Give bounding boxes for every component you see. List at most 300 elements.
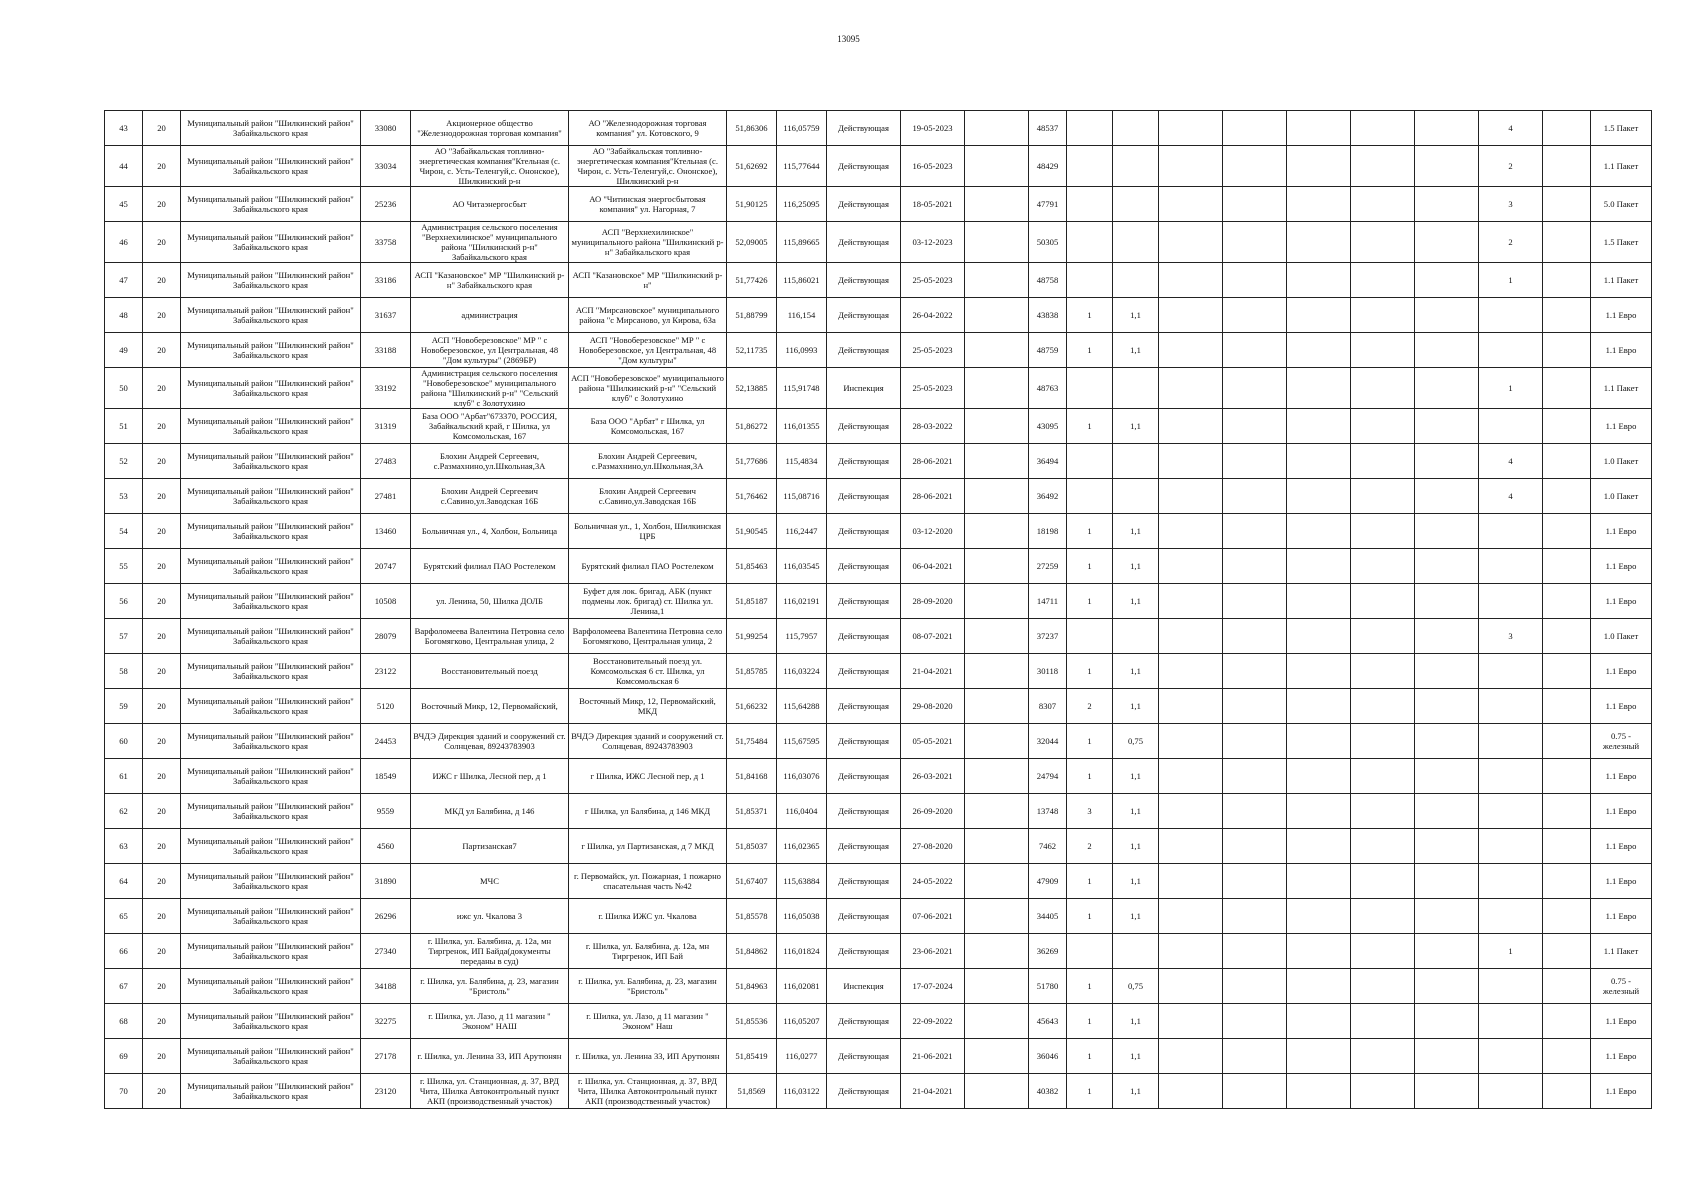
container-count-cell	[1067, 479, 1113, 514]
empty-cell	[1159, 689, 1223, 724]
container-type-cell: 1.1 Евро	[1591, 794, 1652, 829]
date-cell: 17-07-2024	[901, 969, 965, 1004]
object-address-cell: Больничная ул., 1, Холбон, Шилкинская ЦРБ	[569, 514, 727, 549]
object-id-cell: 34188	[361, 969, 411, 1004]
empty-cell	[1159, 549, 1223, 584]
municipality-cell: Муниципальный район "Шилкинский район" Забайкальского края	[181, 263, 361, 298]
municipality-cell: Муниципальный район "Шилкинский район" Забайкальского края	[181, 829, 361, 864]
empty-cell	[1223, 689, 1287, 724]
container-count-cell	[1067, 619, 1113, 654]
empty-cell	[1543, 479, 1591, 514]
latitude-cell: 51,86272	[727, 409, 777, 444]
latitude-cell: 51,67407	[727, 864, 777, 899]
municipality-cell: Муниципальный район "Шилкинский район" Забайкальского края	[181, 1074, 361, 1109]
empty-cell	[1223, 146, 1287, 187]
empty-cell	[1415, 549, 1479, 584]
municipality-cell: Муниципальный район "Шилкинский район" Забайкальского края	[181, 222, 361, 263]
empty-cell	[1351, 689, 1415, 724]
status-cell: Действующая	[827, 514, 901, 549]
municipality-cell: Муниципальный район "Шилкинский район" Забайкальского края	[181, 934, 361, 969]
empty-cell	[1415, 146, 1479, 187]
bag-count-cell: 2	[1479, 222, 1543, 263]
container-volume-cell	[1113, 146, 1159, 187]
object-address-cell: АСП "Верхнехилинское" муниципального района "Шилкинский р-н" Забайкальского края	[569, 222, 727, 263]
container-type-cell: 5.0 Пакет	[1591, 187, 1652, 222]
empty-cell	[1223, 514, 1287, 549]
registry-number-cell: 36046	[1029, 1039, 1067, 1074]
status-cell: Действующая	[827, 619, 901, 654]
table-row	[105, 584, 1652, 619]
empty-cell	[1223, 333, 1287, 368]
empty-cell	[965, 619, 1029, 654]
region-code-cell: 20	[143, 1074, 181, 1109]
empty-cell	[1287, 549, 1351, 584]
object-id-cell: 27178	[361, 1039, 411, 1074]
municipality-cell: Муниципальный район "Шилкинский район" Забайкальского края	[181, 333, 361, 368]
status-cell: Действующая	[827, 146, 901, 187]
bag-count-cell: 1	[1479, 263, 1543, 298]
empty-cell	[965, 654, 1029, 689]
table-row	[105, 549, 1652, 584]
container-count-cell: 1	[1067, 899, 1113, 934]
empty-cell	[1351, 222, 1415, 263]
empty-cell	[1159, 187, 1223, 222]
table-row	[105, 444, 1652, 479]
status-cell: Действующая	[827, 263, 901, 298]
empty-cell	[965, 368, 1029, 409]
object-address-cell: г. Шилка, ул. Станционная, д. 37, ВРД Чита, Шилка Автоконтрольный пункт АКП (производственный участок)	[569, 1074, 727, 1109]
row-number-cell: 64	[105, 864, 143, 899]
empty-cell	[1543, 654, 1591, 689]
container-type-cell: 1.1 Евро	[1591, 333, 1652, 368]
status-cell: Действующая	[827, 333, 901, 368]
municipality-cell: Муниципальный район "Шилкинский район" Забайкальского края	[181, 864, 361, 899]
empty-cell	[1223, 111, 1287, 146]
empty-cell	[965, 187, 1029, 222]
empty-cell	[965, 899, 1029, 934]
date-cell: 03-12-2020	[901, 514, 965, 549]
empty-cell	[1159, 263, 1223, 298]
registry-number-cell: 14711	[1029, 584, 1067, 619]
status-cell: Действующая	[827, 864, 901, 899]
municipality-cell: Муниципальный район "Шилкинский район" Забайкальского края	[181, 409, 361, 444]
empty-cell	[1287, 514, 1351, 549]
empty-cell	[1287, 654, 1351, 689]
latitude-cell: 51,85037	[727, 829, 777, 864]
object-address-cell: Блохин Андрей Сергеевич, с.Размахнино,ул.Школьная,3А	[569, 444, 727, 479]
container-count-cell: 1	[1067, 724, 1113, 759]
empty-cell	[1351, 584, 1415, 619]
region-code-cell: 20	[143, 549, 181, 584]
container-type-cell: 1.1 Евро	[1591, 549, 1652, 584]
latitude-cell: 51,90125	[727, 187, 777, 222]
latitude-cell: 52,09005	[727, 222, 777, 263]
empty-cell	[1543, 759, 1591, 794]
longitude-cell: 116,0277	[777, 1039, 827, 1074]
empty-cell	[965, 514, 1029, 549]
empty-cell	[965, 111, 1029, 146]
object-name-cell: ВЧДЭ Дирекция зданий и сооружений ст. Солнцевая, 89243783903	[411, 724, 569, 759]
container-count-cell	[1067, 368, 1113, 409]
container-volume-cell: 1,1	[1113, 899, 1159, 934]
registry-number-cell: 48537	[1029, 111, 1067, 146]
empty-cell	[1415, 187, 1479, 222]
region-code-cell: 20	[143, 934, 181, 969]
object-address-cell: АСП "Казановское" МР "Шилкинский р-н"	[569, 263, 727, 298]
region-code-cell: 20	[143, 864, 181, 899]
container-count-cell: 1	[1067, 759, 1113, 794]
empty-cell	[965, 333, 1029, 368]
latitude-cell: 51,85187	[727, 584, 777, 619]
registry-number-cell: 51780	[1029, 969, 1067, 1004]
object-id-cell: 33080	[361, 111, 411, 146]
empty-cell	[965, 969, 1029, 1004]
empty-cell	[1287, 969, 1351, 1004]
status-cell: Действующая	[827, 1074, 901, 1109]
bag-count-cell: 3	[1479, 187, 1543, 222]
container-volume-cell: 1,1	[1113, 1004, 1159, 1039]
empty-cell	[1543, 689, 1591, 724]
empty-cell	[965, 1039, 1029, 1074]
container-type-cell: 1.1 Евро	[1591, 829, 1652, 864]
row-number-cell: 53	[105, 479, 143, 514]
bag-count-cell	[1479, 969, 1543, 1004]
status-cell: Инспекция	[827, 969, 901, 1004]
date-cell: 18-05-2021	[901, 187, 965, 222]
empty-cell	[1543, 934, 1591, 969]
object-address-cell: АО "Читинская энергосбытовая компания" ул. Нагорная, 7	[569, 187, 727, 222]
empty-cell	[1415, 263, 1479, 298]
municipality-cell: Муниципальный район "Шилкинский район" Забайкальского края	[181, 146, 361, 187]
latitude-cell: 52,13885	[727, 368, 777, 409]
empty-cell	[1351, 187, 1415, 222]
longitude-cell: 115,63884	[777, 864, 827, 899]
empty-cell	[1415, 899, 1479, 934]
registry-number-cell: 36269	[1029, 934, 1067, 969]
container-count-cell: 2	[1067, 689, 1113, 724]
container-count-cell: 1	[1067, 549, 1113, 584]
empty-cell	[1351, 969, 1415, 1004]
latitude-cell: 51,86306	[727, 111, 777, 146]
empty-cell	[1351, 724, 1415, 759]
empty-cell	[1287, 444, 1351, 479]
region-code-cell: 20	[143, 222, 181, 263]
container-type-cell: 1.1 Евро	[1591, 584, 1652, 619]
container-type-cell: 1.1 Евро	[1591, 864, 1652, 899]
date-cell: 24-05-2022	[901, 864, 965, 899]
container-type-cell: 1.0 Пакет	[1591, 619, 1652, 654]
container-type-cell: 1.1 Евро	[1591, 1074, 1652, 1109]
object-address-cell: г Шилка, ИЖС Лесной пер, д 1	[569, 759, 727, 794]
empty-cell	[1415, 654, 1479, 689]
empty-cell	[1351, 934, 1415, 969]
empty-cell	[1351, 263, 1415, 298]
empty-cell	[1543, 794, 1591, 829]
empty-cell	[965, 689, 1029, 724]
empty-cell	[1223, 409, 1287, 444]
municipality-cell: Муниципальный район "Шилкинский район" Забайкальского края	[181, 689, 361, 724]
latitude-cell: 51,85419	[727, 1039, 777, 1074]
status-cell: Действующая	[827, 111, 901, 146]
empty-cell	[1543, 146, 1591, 187]
date-cell: 22-09-2022	[901, 1004, 965, 1039]
registry-number-cell: 32044	[1029, 724, 1067, 759]
municipality-cell: Муниципальный район "Шилкинский район" Забайкальского края	[181, 969, 361, 1004]
empty-cell	[1223, 187, 1287, 222]
row-number-cell: 50	[105, 368, 143, 409]
latitude-cell: 51,77686	[727, 444, 777, 479]
object-name-cell: АО Читаэнергосбыт	[411, 187, 569, 222]
object-id-cell: 31637	[361, 298, 411, 333]
object-id-cell: 33758	[361, 222, 411, 263]
container-volume-cell	[1113, 222, 1159, 263]
object-id-cell: 27481	[361, 479, 411, 514]
municipality-cell: Муниципальный район "Шилкинский район" Забайкальского края	[181, 111, 361, 146]
container-type-cell: 0.75 - железный	[1591, 724, 1652, 759]
container-volume-cell: 1,1	[1113, 654, 1159, 689]
empty-cell	[1543, 263, 1591, 298]
object-name-cell: Партизанская7	[411, 829, 569, 864]
table-row	[105, 759, 1652, 794]
empty-cell	[1351, 549, 1415, 584]
empty-cell	[1415, 934, 1479, 969]
empty-cell	[965, 934, 1029, 969]
empty-cell	[1159, 1039, 1223, 1074]
empty-cell	[1159, 829, 1223, 864]
region-code-cell: 20	[143, 409, 181, 444]
latitude-cell: 51,75484	[727, 724, 777, 759]
empty-cell	[1415, 969, 1479, 1004]
date-cell: 28-06-2021	[901, 444, 965, 479]
date-cell: 28-09-2020	[901, 584, 965, 619]
empty-cell	[1351, 794, 1415, 829]
empty-cell	[1287, 333, 1351, 368]
empty-cell	[1543, 368, 1591, 409]
empty-cell	[1415, 619, 1479, 654]
longitude-cell: 115,7957	[777, 619, 827, 654]
empty-cell	[1223, 444, 1287, 479]
object-name-cell: Восточный Микр, 12, Первомайский,	[411, 689, 569, 724]
bag-count-cell: 4	[1479, 444, 1543, 479]
registry-number-cell: 18198	[1029, 514, 1067, 549]
registry-number-cell: 40382	[1029, 1074, 1067, 1109]
status-cell: Действующая	[827, 1004, 901, 1039]
object-address-cell: г. Шилка, ул. Ленина 33, ИП Арутюнян	[569, 1039, 727, 1074]
longitude-cell: 116,03224	[777, 654, 827, 689]
object-id-cell: 27483	[361, 444, 411, 479]
municipality-cell: Муниципальный район "Шилкинский район" Забайкальского края	[181, 368, 361, 409]
container-type-cell: 1.1 Евро	[1591, 689, 1652, 724]
status-cell: Инспекция	[827, 368, 901, 409]
longitude-cell: 116,154	[777, 298, 827, 333]
container-type-cell: 1.5 Пакет	[1591, 222, 1652, 263]
empty-cell	[1351, 479, 1415, 514]
longitude-cell: 115,67595	[777, 724, 827, 759]
container-volume-cell: 1,1	[1113, 794, 1159, 829]
date-cell: 25-05-2023	[901, 368, 965, 409]
object-name-cell: Варфоломеева Валентина Петровна село Богомягково, Центральная улица, 2	[411, 619, 569, 654]
object-id-cell: 23122	[361, 654, 411, 689]
container-volume-cell: 1,1	[1113, 689, 1159, 724]
row-number-cell: 59	[105, 689, 143, 724]
empty-cell	[1415, 829, 1479, 864]
empty-cell	[1159, 1074, 1223, 1109]
registry-number-cell: 47909	[1029, 864, 1067, 899]
container-type-cell: 1.1 Евро	[1591, 899, 1652, 934]
latitude-cell: 51,90545	[727, 514, 777, 549]
table-row	[105, 899, 1652, 934]
registry-number-cell: 48763	[1029, 368, 1067, 409]
empty-cell	[1287, 298, 1351, 333]
longitude-cell: 115,77644	[777, 146, 827, 187]
empty-cell	[1287, 759, 1351, 794]
date-cell: 26-09-2020	[901, 794, 965, 829]
status-cell: Действующая	[827, 759, 901, 794]
empty-cell	[1223, 724, 1287, 759]
empty-cell	[1351, 368, 1415, 409]
object-id-cell: 26296	[361, 899, 411, 934]
empty-cell	[1287, 584, 1351, 619]
region-code-cell: 20	[143, 689, 181, 724]
container-volume-cell: 1,1	[1113, 584, 1159, 619]
municipality-cell: Муниципальный район "Шилкинский район" Забайкальского края	[181, 479, 361, 514]
date-cell: 07-06-2021	[901, 899, 965, 934]
table-row	[105, 1074, 1652, 1109]
container-volume-cell	[1113, 444, 1159, 479]
container-count-cell: 2	[1067, 829, 1113, 864]
object-id-cell: 33186	[361, 263, 411, 298]
empty-cell	[1351, 111, 1415, 146]
empty-cell	[1415, 689, 1479, 724]
empty-cell	[1223, 549, 1287, 584]
empty-cell	[965, 222, 1029, 263]
object-id-cell: 27340	[361, 934, 411, 969]
date-cell: 21-06-2021	[901, 1039, 965, 1074]
date-cell: 23-06-2021	[901, 934, 965, 969]
container-count-cell	[1067, 934, 1113, 969]
container-count-cell: 1	[1067, 298, 1113, 333]
empty-cell	[1543, 724, 1591, 759]
bag-count-cell	[1479, 654, 1543, 689]
row-number-cell: 49	[105, 333, 143, 368]
empty-cell	[1159, 368, 1223, 409]
empty-cell	[965, 298, 1029, 333]
container-type-cell: 1.1 Евро	[1591, 1004, 1652, 1039]
registry-number-cell: 13748	[1029, 794, 1067, 829]
object-name-cell: ИЖС г Шилка, Лесной пер, д 1	[411, 759, 569, 794]
object-name-cell: Бурятский филиал ПАО Ростелеком	[411, 549, 569, 584]
region-code-cell: 20	[143, 619, 181, 654]
latitude-cell: 51,85785	[727, 654, 777, 689]
container-count-cell: 1	[1067, 1074, 1113, 1109]
object-name-cell: Восстановительный поезд	[411, 654, 569, 689]
row-number-cell: 70	[105, 1074, 143, 1109]
empty-cell	[1159, 444, 1223, 479]
empty-cell	[965, 263, 1029, 298]
empty-cell	[1415, 1004, 1479, 1039]
empty-cell	[965, 759, 1029, 794]
empty-cell	[965, 444, 1029, 479]
status-cell: Действующая	[827, 689, 901, 724]
longitude-cell: 115,89665	[777, 222, 827, 263]
latitude-cell: 51,8569	[727, 1074, 777, 1109]
table-row	[105, 619, 1652, 654]
empty-cell	[1159, 514, 1223, 549]
container-count-cell	[1067, 444, 1113, 479]
empty-cell	[1159, 759, 1223, 794]
object-address-cell: АО "Железнодорожная торговая компания" ул. Котовского, 9	[569, 111, 727, 146]
table-row	[105, 689, 1652, 724]
row-number-cell: 58	[105, 654, 143, 689]
table-row	[105, 368, 1652, 409]
registry-table-body	[105, 111, 1652, 1109]
container-type-cell: 1.1 Пакет	[1591, 146, 1652, 187]
status-cell: Действующая	[827, 187, 901, 222]
municipality-cell: Муниципальный район "Шилкинский район" Забайкальского края	[181, 549, 361, 584]
container-count-cell: 1	[1067, 584, 1113, 619]
container-count-cell: 1	[1067, 969, 1113, 1004]
page-number: 13095	[837, 34, 860, 44]
empty-cell	[1543, 549, 1591, 584]
empty-cell	[1415, 514, 1479, 549]
status-cell: Действующая	[827, 724, 901, 759]
object-address-cell: Блохин Андрей Сергеевич с.Савино,ул.Заводская 16Б	[569, 479, 727, 514]
empty-cell	[1159, 298, 1223, 333]
longitude-cell: 116,02081	[777, 969, 827, 1004]
empty-cell	[965, 1004, 1029, 1039]
empty-cell	[1223, 1074, 1287, 1109]
latitude-cell: 51,85578	[727, 899, 777, 934]
empty-cell	[1223, 1004, 1287, 1039]
date-cell: 28-03-2022	[901, 409, 965, 444]
row-number-cell: 54	[105, 514, 143, 549]
empty-cell	[1351, 829, 1415, 864]
table-row	[105, 1039, 1652, 1074]
bag-count-cell: 1	[1479, 934, 1543, 969]
empty-cell	[1351, 1004, 1415, 1039]
date-cell: 21-04-2021	[901, 654, 965, 689]
row-number-cell: 68	[105, 1004, 143, 1039]
empty-cell	[1543, 514, 1591, 549]
empty-cell	[1287, 619, 1351, 654]
container-type-cell: 1.1 Евро	[1591, 1039, 1652, 1074]
empty-cell	[1223, 864, 1287, 899]
registry-number-cell: 24794	[1029, 759, 1067, 794]
status-cell: Действующая	[827, 444, 901, 479]
empty-cell	[1287, 368, 1351, 409]
status-cell: Действующая	[827, 794, 901, 829]
container-count-cell: 1	[1067, 1004, 1113, 1039]
object-name-cell: администрация	[411, 298, 569, 333]
empty-cell	[1223, 263, 1287, 298]
empty-cell	[1415, 864, 1479, 899]
registry-number-cell: 48429	[1029, 146, 1067, 187]
empty-cell	[1543, 829, 1591, 864]
container-type-cell: 1.1 Евро	[1591, 654, 1652, 689]
object-id-cell: 24453	[361, 724, 411, 759]
row-number-cell: 47	[105, 263, 143, 298]
registry-number-cell: 27259	[1029, 549, 1067, 584]
empty-cell	[1223, 1039, 1287, 1074]
object-id-cell: 4560	[361, 829, 411, 864]
region-code-cell: 20	[143, 829, 181, 864]
empty-cell	[1543, 1039, 1591, 1074]
container-count-cell	[1067, 187, 1113, 222]
object-address-cell: Бурятский филиал ПАО Ростелеком	[569, 549, 727, 584]
container-type-cell: 0.75 - железный	[1591, 969, 1652, 1004]
object-id-cell: 33188	[361, 333, 411, 368]
empty-cell	[1159, 479, 1223, 514]
